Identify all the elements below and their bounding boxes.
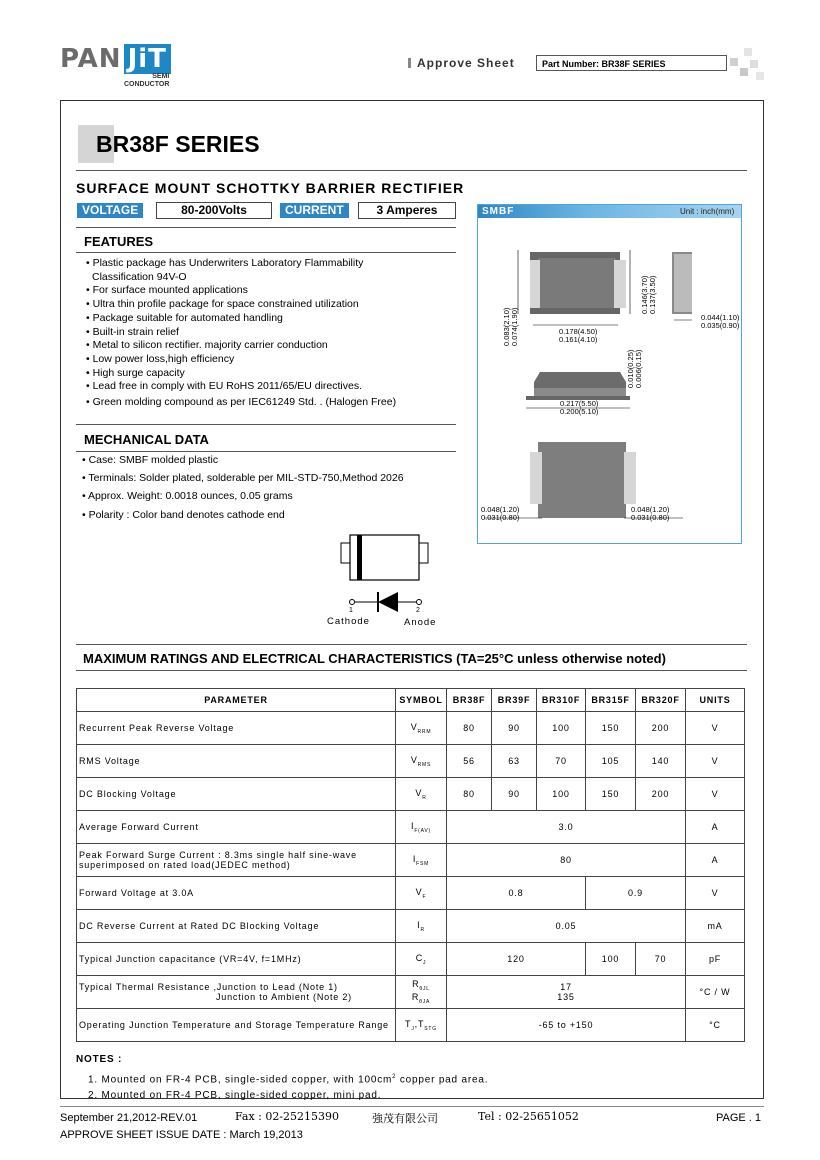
max-ratings-title — [83, 651, 666, 666]
value-line: 135 — [557, 992, 575, 1002]
symbol-sub: RMS — [417, 761, 432, 768]
param-line: Peak Forward Surge Current : 8.3ms single half sine-wave — [79, 850, 357, 860]
param-line: Typical Thermal Resistance ,Junction to Lead (Note 1) — [79, 982, 338, 992]
dim-label: 0.010(0.25) — [626, 349, 635, 388]
unit-cell: V — [686, 778, 745, 811]
package-name: SMBF — [482, 206, 515, 217]
symbol-cell — [396, 778, 447, 811]
symbol-sub: J — [423, 959, 427, 966]
symbol: V — [410, 721, 418, 732]
max-ratings-title-text: MAXIMUM RATINGS AND ELECTRICAL CHARACTERISTICS — [83, 651, 453, 666]
unit-cell: V — [686, 712, 745, 745]
dim-label: 0.031(0.80) — [481, 513, 520, 522]
dim-lead-right — [631, 506, 669, 522]
param-cell — [77, 844, 396, 877]
note-1 — [76, 1069, 488, 1089]
param-cell: Average Forward Current — [77, 811, 396, 844]
list-item: • Green molding compound as per IEC61249 Std. . (Halogen Free) — [86, 396, 456, 410]
symbol-cell — [396, 976, 447, 1009]
symbol-cell — [396, 910, 447, 943]
value-cell: 150 — [586, 712, 636, 745]
value-cell: 0.05 — [447, 910, 686, 943]
symbol-sub: R — [420, 926, 425, 933]
cathode-label: Cathode — [327, 616, 370, 627]
unit-cell: pF — [686, 943, 745, 976]
page-subtitle: SURFACE MOUNT SCHOTTKY BARRIER RECTIFIER — [76, 180, 465, 196]
value-cell: 200 — [636, 712, 686, 745]
param-cell: RMS Voltage — [77, 745, 396, 778]
table-row — [77, 712, 745, 745]
dim-label: 0.200(5.10) — [560, 407, 599, 416]
value-line: 17 — [560, 982, 572, 992]
symbol-sub: F(AV) — [414, 827, 431, 834]
company-logo — [60, 44, 171, 74]
diode-diagram — [330, 530, 450, 630]
features-list — [86, 257, 456, 410]
unit-cell: A — [686, 811, 745, 844]
table-row — [77, 1009, 745, 1042]
col-br310f: BR310F — [537, 689, 586, 712]
param-cell: Operating Junction Temperature and Storage Temperature Range — [77, 1009, 396, 1042]
footer-company: 強茂有限公司 — [372, 1112, 438, 1125]
decorative-squares — [730, 48, 766, 82]
symbol: V — [415, 886, 423, 897]
table-row — [77, 778, 745, 811]
list-item: • Polarity : Color band denotes cathode end — [82, 506, 462, 524]
symbol-cell — [396, 745, 447, 778]
divider — [76, 670, 747, 671]
dim-label: 0.031(0.80) — [631, 513, 670, 522]
value-cell: -65 to +150 — [447, 1009, 686, 1042]
max-ratings-condition: (TA=25°C unless otherwise noted) — [456, 651, 666, 666]
param-line: Junction to Ambient (Note 2) — [216, 992, 352, 1002]
mechanical-list — [82, 451, 462, 524]
symbol-cell — [396, 844, 447, 877]
divider — [76, 424, 456, 425]
symbol-sub: θJL — [419, 986, 430, 992]
footer-date: September 21,2012-REV.01 — [60, 1112, 198, 1124]
divider — [76, 252, 456, 253]
symbol: ,T — [414, 1018, 425, 1029]
symbol: T — [405, 1018, 412, 1029]
list-item: • Package suitable for automated handling — [86, 312, 456, 326]
footer-fax: Fax : 02-25215390 — [235, 1110, 340, 1123]
symbol-sub: R — [422, 794, 427, 801]
current-value: 3 Amperes — [358, 202, 456, 219]
footer-tel: Tel : 02-25651052 — [478, 1110, 579, 1123]
part-number-box: Part Number: BR38F SERIES — [536, 55, 727, 71]
list-item: • High surge capacity — [86, 367, 456, 381]
col-br39f: BR39F — [492, 689, 537, 712]
value-cell: 63 — [492, 745, 537, 778]
symbol-sub: θJA — [419, 998, 431, 1005]
dim-label: 0.035(0.90) — [701, 321, 740, 330]
voltage-value: 80-200Volts — [156, 202, 272, 219]
mechanical-title: MECHANICAL DATA — [84, 432, 209, 447]
dim-label: 0.074(1.90) — [510, 307, 519, 346]
dim-label: 0.137(3.50) — [648, 275, 657, 314]
col-br38f: BR38F — [447, 689, 492, 712]
dim-height-top — [641, 276, 657, 314]
symbol-sub: FSM — [416, 860, 430, 867]
col-br320f: BR320F — [636, 689, 686, 712]
table-row — [77, 844, 745, 877]
col-units: UNITS — [686, 689, 745, 712]
logo-sub-conductor: CONDUCTOR — [124, 81, 170, 88]
dim-lead-left — [481, 506, 519, 522]
page-number: PAGE . 1 — [716, 1112, 762, 1124]
anode-label: Anode — [404, 617, 437, 628]
value-cell: 200 — [636, 778, 686, 811]
list-item: • Metal to silicon rectifier. majority carrier conduction — [86, 339, 456, 353]
value-cell — [447, 976, 686, 1009]
approve-sheet-label: Approve Sheet — [408, 56, 515, 70]
symbol-cell — [396, 943, 447, 976]
dim-height-left — [503, 308, 519, 346]
symbol-sub: STG — [424, 1025, 437, 1032]
divider — [76, 170, 747, 171]
symbol-cell — [396, 1009, 447, 1042]
unit-cell: mA — [686, 910, 745, 943]
table-row — [77, 811, 745, 844]
param-cell: Forward Voltage at 3.0A — [77, 877, 396, 910]
package-unit: Unit : inch(mm) — [680, 207, 735, 216]
unit-cell: V — [686, 877, 745, 910]
dim-label: 0.048(1.20) — [631, 505, 670, 514]
dim-thickness — [701, 314, 739, 330]
note-text: 1. Mounted on FR-4 PCB, single-sided copper, with 100cm — [88, 1073, 393, 1085]
symbol-sub: F — [422, 893, 427, 900]
symbol: V — [415, 787, 423, 798]
value-cell: 120 — [447, 943, 586, 976]
page-title: BR38F SERIES — [96, 131, 260, 157]
symbol-sub: RRM — [417, 728, 432, 735]
list-item: • Terminals: Solder plated, solderable per MIL-STD-750,Method 2026 — [82, 469, 462, 487]
dim-standoff — [627, 350, 643, 388]
value-cell: 70 — [537, 745, 586, 778]
value-cell: 90 — [492, 712, 537, 745]
footer-divider — [60, 1106, 764, 1107]
param-cell: Recurrent Peak Reverse Voltage — [77, 712, 396, 745]
dim-width-top — [559, 328, 597, 344]
value-cell: 140 — [636, 745, 686, 778]
unit-cell: °C — [686, 1009, 745, 1042]
symbol: R — [411, 992, 420, 1002]
symbol-cell — [396, 712, 447, 745]
value-cell: 56 — [447, 745, 492, 778]
divider — [76, 227, 456, 228]
pin-2-label: 2 — [416, 607, 420, 614]
list-item: • Case: SMBF molded plastic — [82, 451, 462, 469]
value-cell: 80 — [447, 778, 492, 811]
dim-label: 0.178(4.50) — [559, 327, 598, 336]
dim-label: 0.044(1.10) — [701, 313, 740, 322]
dim-label: 0.146(3.70) — [640, 275, 649, 314]
value-cell: 70 — [636, 943, 686, 976]
param-cell: Typical Junction capacitance (VR=4V, f=1MHz) — [77, 943, 396, 976]
symbol: I — [412, 853, 417, 864]
logo-sub-semi: SEMI — [152, 73, 170, 80]
table-header-row — [77, 689, 745, 712]
symbol: I — [411, 820, 415, 831]
value-cell: 100 — [537, 778, 586, 811]
dim-label: 0.083(2.10) — [502, 307, 511, 346]
list-item: • For surface mounted applications — [86, 284, 456, 298]
footer-issue-date: APPROVE SHEET ISSUE DATE : March 19,2013 — [60, 1129, 303, 1141]
value-cell: 150 — [586, 778, 636, 811]
dim-width-overall — [560, 400, 598, 416]
features-title: FEATURES — [84, 234, 154, 249]
current-label: CURRENT — [280, 203, 349, 218]
note-2: 2. Mounted on FR-4 PCB, single-sided copper, mini pad. — [88, 1090, 382, 1102]
value-cell: 80 — [447, 712, 492, 745]
dim-label: 0.006(0.15) — [634, 349, 643, 388]
value-cell: 80 — [447, 844, 686, 877]
col-parameter: PARAMETER — [77, 689, 396, 712]
list-item: • Plastic package has Underwriters Laboratory Flammability — [86, 257, 456, 271]
value-cell: 0.8 — [447, 877, 586, 910]
col-br315f: BR315F — [586, 689, 636, 712]
list-item: • Approx. Weight: 0.0018 ounces, 0.05 grams — [82, 487, 462, 505]
list-item: Classification 94V-O — [92, 270, 187, 283]
table-row — [77, 745, 745, 778]
value-cell: 100 — [586, 943, 636, 976]
list-item: • Lead free in comply with EU RoHS 2011/65/EU directives. — [86, 380, 456, 394]
param-cell: DC Reverse Current at Rated DC Blocking Voltage — [77, 910, 396, 943]
notes-section — [76, 1052, 488, 1105]
symbol-cell — [396, 811, 447, 844]
param-cell: DC Blocking Voltage — [77, 778, 396, 811]
value-cell: 3.0 — [447, 811, 686, 844]
unit-cell: A — [686, 844, 745, 877]
symbol-sub: J — [411, 1025, 415, 1032]
table-row — [77, 910, 745, 943]
pin-1-label: 1 — [349, 607, 353, 614]
logo-text-pan: PAN — [60, 44, 122, 74]
unit-cell: °C / W — [686, 976, 745, 1009]
ratings-table — [76, 688, 745, 1042]
symbol: I — [417, 919, 421, 930]
logo-subtitle — [124, 73, 169, 89]
notes-title: NOTES : — [76, 1054, 123, 1065]
list-item: • Built-in strain relief — [86, 326, 456, 340]
divider — [76, 644, 747, 645]
col-symbol: SYMBOL — [396, 689, 447, 712]
symbol: V — [410, 754, 418, 765]
note-sup: 2 — [392, 1073, 397, 1080]
list-item: • Low power loss,high efficiency — [86, 353, 456, 367]
value-cell: 90 — [492, 778, 537, 811]
logo-text-jit: JiT — [124, 44, 171, 74]
table-row — [77, 943, 745, 976]
symbol-cell — [396, 877, 447, 910]
note-text: copper pad area. — [396, 1073, 489, 1085]
symbol: R — [412, 979, 420, 990]
value-cell: 0.9 — [586, 877, 686, 910]
package-drawing — [478, 220, 740, 542]
param-cell — [77, 976, 396, 1009]
symbol: C — [415, 952, 423, 963]
value-cell: 100 — [537, 712, 586, 745]
table-row — [77, 877, 745, 910]
value-cell: 105 — [586, 745, 636, 778]
dim-label: 0.217(5.50) — [560, 399, 599, 408]
table-row — [77, 976, 745, 1009]
dim-label: 0.048(1.20) — [481, 505, 520, 514]
param-line: superimposed on rated load(JEDEC method) — [79, 860, 291, 870]
dim-label: 0.161(4.10) — [559, 335, 598, 344]
voltage-label: VOLTAGE — [77, 203, 143, 218]
unit-cell: V — [686, 745, 745, 778]
list-item: • Ultra thin profile package for space constrained utilization — [86, 298, 456, 312]
